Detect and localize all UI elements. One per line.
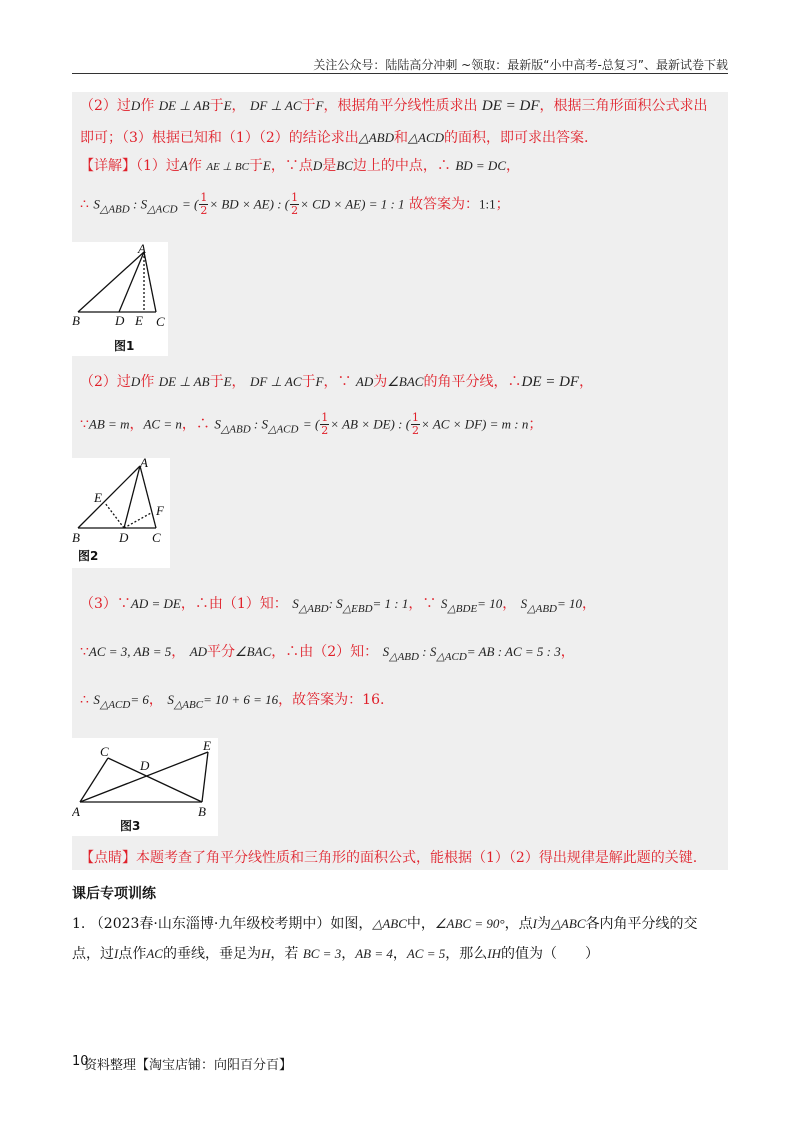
fig2-label-c: C	[152, 530, 161, 545]
fig1-label-c: C	[156, 314, 165, 329]
fig1-label-d: D	[115, 313, 125, 328]
fig2-label-d: D	[119, 530, 129, 545]
part3-line-2: ∵AC = 3, AB = 5， AD平分∠BAC，∴由（2）知： $S_{\triangle ABD}$ : $S_{\triangle ACD}=$ AB : AC = 5 : 3，	[80, 644, 575, 663]
question-1-line-1: 1. （2023春·山东淄博·九年级校考期中）如图，△ABC中，∠ABC = 90°，点I为△ABC各内角平分线的交	[72, 916, 698, 932]
analysis-line-1: （2）过D作 DE ⊥ AB于E， DF ⊥ AC于F，根据角平分线性质求出 DE = DF，根据三角形面积公式求出	[80, 98, 708, 114]
fig1-side-ab	[78, 252, 144, 312]
fig2-label-e: E	[94, 490, 102, 505]
fig2-caption: 图2	[78, 549, 99, 563]
fraction-half: $\frac{1}{2}$	[200, 191, 208, 217]
part3-line-1: （3）∵AD = DE，∴由（1）知： $S_{\triangle ABD}$: $S_{\triangle EBD}= 1$ : 1，∵ $S_{\triangle BDE}= 10$， $S_{\triangle ABD}= 10$，	[80, 596, 597, 615]
section-title: 课后专项训练	[72, 886, 156, 902]
comment-line: 【点睛】本题考查了角平分线性质和三角形的面积公式，能根据（1）（2）得出规律是解此题的关键.	[80, 850, 698, 866]
fig3-caption: 图3	[120, 819, 141, 833]
fig3-segment-cb	[108, 758, 202, 802]
figure-3	[72, 738, 218, 836]
figure-1	[72, 242, 168, 356]
fraction-half: $\frac{1}{2}$	[291, 191, 299, 217]
detail-line-1: 【详解】（1）过A作 AE ⊥ BC于E，∵点D是BC边上的中点，∴ BD = DC，	[80, 158, 520, 174]
fig3-label-c: C	[100, 744, 109, 759]
figure-2	[72, 458, 170, 568]
fig3-segment-ac	[80, 758, 108, 802]
header-divider	[72, 73, 728, 74]
fig1-label-b: B	[72, 313, 80, 328]
page-number: 10	[72, 1054, 89, 1069]
fig2-side-ac	[140, 466, 156, 528]
part2-line-2: ∵AB = m，AC = n，∴ $S_{\triangle ABD}$ : $S_{\triangle ACD}$ = ( $\frac{1}{2}$ × AB × DE) : ( $\frac{1}{2}$ × AC × DF) = m : n；	[80, 411, 543, 437]
fig3-label-e: E	[203, 738, 211, 753]
fig2-side-ab	[78, 466, 140, 528]
detail-label: 【详解】	[80, 158, 136, 174]
fig2-label-f: F	[156, 503, 164, 518]
fig1-label-e: E	[135, 313, 143, 328]
question-1-line-2: 点，过I点作AC的垂线，垂足为H，若 BC = 3，AB = 4，AC = 5，那么IH的值为（ ）	[72, 946, 599, 962]
page-header: 关注公众号：陆陆高分冲刺 ~领取：最新版“小中高考-总复习”、最新试卷下载	[313, 58, 728, 72]
fig2-bisector-ad	[124, 466, 140, 528]
comment-label: 【点睛】	[80, 850, 136, 866]
fig3-label-d: D	[140, 758, 150, 773]
ratio-line-1: ∴ $S_{\triangle ABD}$ : $S_{\triangle ACD}$ = ( $\frac{1}{2}$ × BD × AE) : ( $\frac{1}{2}$ × CD × AE) = 1 : 1 故答案为：1:1；	[80, 191, 510, 217]
fig2-perp-df	[124, 513, 151, 528]
fig3-label-b: B	[198, 804, 206, 819]
fig1-median-ad	[119, 252, 144, 312]
fig3-label-a: A	[72, 804, 80, 819]
fig1-caption: 图1	[114, 339, 135, 353]
fig2-label-a: A	[140, 458, 148, 470]
fig1-side-ac	[144, 252, 156, 312]
fig2-label-b: B	[72, 530, 80, 545]
analysis-line-2: 即可；（3）根据已知和（1）（2）的结论求出△ABD和△ACD的面积，即可求出答案.	[80, 130, 589, 146]
part3-line-3: ∴ $S_{\triangle ACD}= 6$， $S_{\triangle ABC}= 10 + 6 = 16$，故答案为：16.	[80, 692, 385, 711]
footer-text: 资料整理【淘宝店铺：向阳百分百】	[84, 1058, 293, 1073]
fig3-segment-eb	[202, 752, 208, 802]
fig1-label-a: A	[138, 242, 146, 256]
part2-line-1: （2）过D作 DE ⊥ AB于E， DF ⊥ AC于F，∵ AD为∠BAC的角平分线，∴DE = DF，	[80, 374, 594, 390]
fig2-perp-de	[105, 503, 124, 528]
